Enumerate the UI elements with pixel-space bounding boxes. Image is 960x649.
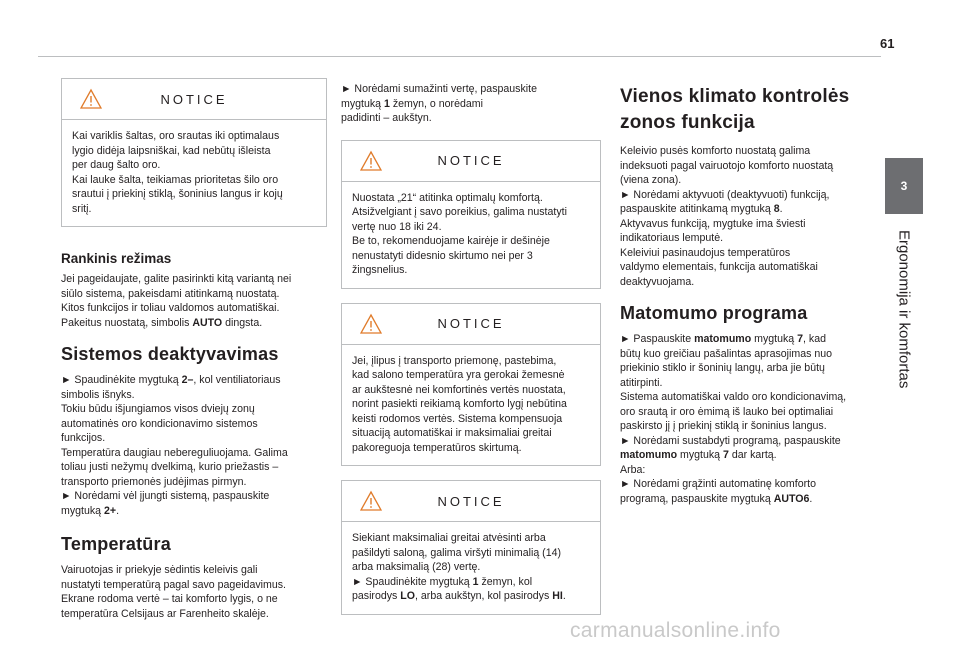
text-line: Arba: (620, 463, 646, 476)
text-line: indikatoriaus lemputė. (620, 232, 724, 244)
text-line: nustatyti temperatūrą pagal savo pageidavimus. (61, 578, 286, 591)
text-line: pasirodys LO, arba aukštyn, kol pasirodys HI. (352, 590, 566, 602)
notice-label: NOTICE (437, 493, 505, 509)
notice-body (62, 120, 326, 226)
text-line: Vairuotojas ir priekyje sėdintis keleivis gali (61, 564, 258, 576)
text-line: Aktyvavus funkciją, mygtuke ima šviesti (620, 217, 806, 230)
text-line: matomumo mygtuką 7 dar kartą. (620, 449, 777, 461)
text-line: ar aukštesnė nei komfortinės vertės nuostata, (352, 383, 566, 396)
text-line: ► Spaudinėkite mygtuką 2–, kol ventiliatoriaus (61, 374, 281, 386)
chapter-tab[interactable]: 3 (885, 158, 923, 214)
text-line: Temperatūra daugiau nebereguliuojama. Galima (61, 446, 288, 459)
text-line: atitirpinti. (620, 376, 663, 389)
text-line: Be to, rekomenduojame kairėje ir dešinėje (352, 235, 550, 247)
notice-body (342, 522, 600, 614)
text-line: simbolis išnyks. (61, 388, 135, 401)
text-line: siūlo sistema, pakeisdami atitinkamą nuostatą. (61, 287, 280, 300)
text-line: srautui į priekinį stiklą, šoninius langus ir kojų (72, 188, 283, 200)
text-line: ► Norėdami sumažinti vertę, paspauskite (341, 83, 537, 95)
warning-icon (80, 88, 102, 110)
section-heading-mono: Vienos klimato kontrolės zonos funkcija (620, 86, 850, 133)
text-line: priekinio stiklo ir šoninių langų, arba jie būtų (620, 362, 825, 374)
text-line: paskirsto jį į priekinį stiklą ir šoninius langus. (620, 420, 827, 432)
text-line: pakoreguoja temperatūros skirtumą. (352, 441, 522, 454)
text-line: Nuostata „21“ atitinka optimalų komfortą. (352, 191, 543, 204)
column-middle (341, 82, 601, 629)
text-line: valdymo elementais, funkcija automatiškai (620, 261, 818, 273)
chapter-title: Ergonomija ir komfortas (895, 230, 913, 389)
column-left (61, 78, 327, 621)
warning-icon (360, 313, 382, 335)
text-line: Siekiant maksimaliai greitai atvėsinti arba (352, 532, 546, 544)
text-line: automatinės oro kondicionavimo sistemos (61, 417, 258, 430)
text-line: funkcijos. (61, 432, 106, 444)
notice-box (341, 480, 601, 615)
text-line: žingsnelius. (352, 264, 408, 276)
notice-label: NOTICE (160, 91, 228, 107)
text-line: Keleivio pusės komforto nuostatą galima (620, 145, 811, 157)
section-heading-temperature: Temperatūra (61, 534, 171, 554)
warning-icon (360, 490, 382, 512)
text-line: (viena zona). (620, 174, 682, 186)
notice-header (342, 481, 600, 522)
notice-label: NOTICE (437, 153, 505, 168)
text-line: sritį. (72, 202, 92, 215)
text-line: paspauskite atitinkamą mygtuką 8. (620, 203, 783, 215)
text-line: Ekrane rodoma vertė – tai komforto lygis, o ne (61, 593, 278, 605)
text-line: mygtuką 2+. (61, 504, 120, 517)
notice-header (342, 304, 600, 345)
page-number: 61 (880, 36, 895, 51)
notice-body (342, 182, 600, 288)
notice-label: NOTICE (437, 316, 505, 331)
notice-header (62, 79, 326, 120)
section-heading-visibility: Matomumo programa (620, 303, 808, 323)
text-line: temperatūra Celsijaus ar Farenheito skalėje. (61, 607, 269, 620)
text-line: Kitos funkcijos ir toliau valdomos automatiškai. (61, 302, 280, 314)
text-line: Kai lauke šalta, teikiamas prioritetas šilo oro (72, 173, 279, 186)
text-line: ► Norėdami sustabdyti programą, paspauskite (620, 434, 841, 447)
text-line: Sistema automatiškai valdo oro kondicionavimą, (620, 391, 847, 403)
text-line: ► Spaudinėkite mygtuką 1 žemyn, kol (352, 575, 533, 588)
text-line: nenustatyti didesnio skirtumo nei per 3 (352, 249, 533, 262)
text-line: Atsižvelgiant į savo poreikius, galima nustatyti (352, 206, 567, 218)
text-line: situaciją automatiškai ir maksimaliai greitai (352, 427, 552, 439)
text-line: keisti rodomos vertės. Sistema kompensuoja (352, 412, 563, 425)
notice-box (61, 78, 327, 227)
text-line: būtų kuo greičiau pašalintas aprasojimas nuo (620, 347, 833, 360)
text-line: ► Norėdami vėl įjungti sistemą, paspauskite (61, 490, 270, 502)
text-line: norint pasiekti reikiamą komforto lygį nebūtina (352, 398, 567, 410)
text-line: transporto priemonės judėjimas pirmyn. (61, 475, 247, 488)
text-line: ► Norėdami grąžinti automatinę komforto (620, 478, 816, 490)
text-line: padidinti – aukštyn. (341, 112, 432, 124)
text-line: Pakeitus nuostatą, simbolis AUTO dingsta. (61, 316, 263, 329)
text-line: lygio didėja laipsniškai, kad nebūtų išleista (72, 144, 271, 157)
section-heading-deactivation: Sistemos deaktyvavimas (61, 344, 279, 364)
column-right (620, 84, 878, 506)
header-rule (38, 56, 881, 57)
watermark: carmanualsonline.info (570, 619, 781, 642)
notice-header (342, 141, 600, 182)
warning-icon (360, 150, 382, 172)
text-line: Kai variklis šaltas, oro srautas iki optimalaus (72, 130, 280, 142)
text-line: indeksuoti pagal vairuotojo komforto nuostatą (620, 159, 834, 172)
section-heading-manual: Rankinis režimas (61, 251, 172, 266)
text-line: Jei pageidaujate, galite pasirinkti kitą variantą nei (61, 273, 292, 285)
notice-box (341, 140, 601, 289)
text-line: deaktyvuojama. (620, 275, 695, 288)
text-line: programą, paspauskite mygtuką AUTO6. (620, 492, 813, 505)
text-line: ► Paspauskite matomumo mygtuką 7, kad (620, 333, 826, 345)
notice-box (341, 303, 601, 467)
text-line: kad salono temperatūra yra gerokai žemesnė (352, 369, 565, 381)
text-line: toliau justi nežymų dvelkimą, kurio priežastis – (61, 461, 279, 473)
text-line: oro srautą ir oro ėmimą iš lauko bei optimaliai (620, 405, 834, 418)
notice-body (342, 345, 600, 466)
text-line: mygtuką 1 žemyn, o norėdami (341, 97, 483, 110)
text-line: arba maksimalią (28) vertę. (352, 561, 481, 573)
text-line: Keleiviui pasinaudojus temperatūros (620, 246, 791, 259)
text-line: per daug šalto oro. (72, 159, 161, 171)
text-line: vertę nuo 18 iki 24. (352, 220, 442, 233)
text-line: Tokiu būdu išjungiamos visos dviejų zonų (61, 403, 255, 415)
text-line: ► Norėdami aktyvuoti (deaktyvuoti) funkciją, (620, 188, 830, 201)
text-line: pašildyti saloną, galima viršyti minimalią (14) (352, 546, 562, 559)
text-line: Jei, įlipus į transporto priemonę, pastebima, (352, 354, 557, 367)
